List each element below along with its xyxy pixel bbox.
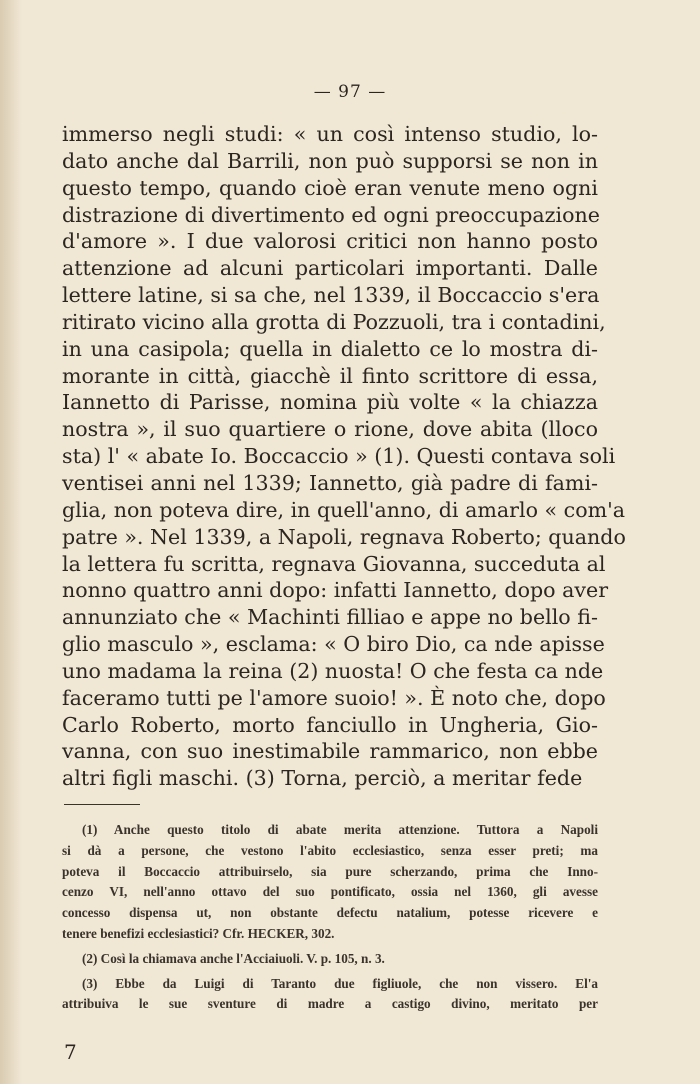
footnote-2: (2) Così la chiamava anche l'Acciaiuoli. V. p. 105, n. 3. [82,950,385,966]
footnote-line: poteva il Boccaccio attribuirselo, sia pure scherzando, prima che Inno- [62,863,598,879]
body-line: sta) l' « abate Io. Boccaccio » (1). Questi contava soli [62,444,616,469]
body-line: faceramo tutti pe l'amore suoio! ». È noto che, dopo [62,685,606,710]
body-line: distrazione di divertimento ed ogni preoccupazione [62,202,600,227]
body-line: la lettera fu scritta, regnava Giovanna, succeduta al [62,551,606,576]
body-line: altri figli maschi. (3) Torna, perciò, a meritar fede [62,766,583,791]
footnote-line: tenere benefizi ecclesiastici? Cfr. HECKER, 302. [62,925,335,941]
body-line: ritirato vicino alla grotta di Pozzuoli, tra i contadini, [62,309,606,334]
footnote-3 [62,974,598,1016]
body-line: in una casipola; quella in dialetto ce lo mostra di- [62,336,598,361]
body-line: dato anche dal Barrili, non può supporsi se non in [62,148,598,173]
body-line: ventisei anni nel 1339; Iannetto, già padre di fami- [62,470,598,495]
body-line: nonno quattro anni dopo: infatti Iannetto, dopo aver [62,578,609,603]
footnote-line: cenzo VI, nell'anno ottavo del suo pontificato, ossia nel 1360, gli avesse [62,884,598,900]
body-line: immerso negli studi: « un così intenso studio, lo- [62,122,598,146]
body-line: vanna, con suo inestimabile rammarico, non ebbe [62,739,598,764]
body-line: Carlo Roberto, morto fanciullo in Ungheria, Gio- [62,712,598,737]
footnotes [62,820,598,1015]
footnote-line: (1) Anche questo titolo di abate merita attenzione. Tuttora a Napoli [82,822,598,837]
body-line: nostra », il suo quartiere o rione, dove abita (lloco [62,417,598,442]
body-line: uno madama la reina (2) nuosta! O che festa ca nde [62,658,604,683]
page-number: — 97 — [313,82,387,102]
footnote-1 [62,820,598,945]
footnote-line: attribuiva le sue sventure di madre a castigo divino, meritato per [62,996,598,1012]
body-line: questo tempo, quando cioè eran venute meno ogni [62,175,598,200]
footnote-line: si dà a persone, che vestono l'abito ecclesiastico, senza esser preti; ma [62,842,598,858]
body-line: d'amore ». I due valorosi critici non hanno posto [62,229,598,254]
body-text [62,121,626,792]
body-line: lettere latine, si sa che, nel 1339, il Boccaccio s'era [62,283,600,308]
body-line: annunziato che « Machinti filliao e appe no bello fi- [62,605,598,630]
page-edge-shadow [0,0,22,1084]
body-line: glio masculo », esclama: « O biro Dio, ca nde apisse [62,632,605,657]
footnote-rule [64,804,140,805]
body-line: Iannetto di Parisse, nomina più volte « la chiazza [62,390,598,415]
signature-mark: 7 [64,1040,77,1064]
body-line: patre ». Nel 1339, a Napoli, regnava Roberto; quando [62,524,626,549]
footnote-line: concesso dispensa ut, non obstante defectu natalium, potesse ricevere e [62,905,598,921]
body-line: morante in città, giacchè il finto scrittore di essa, [62,363,598,388]
body-line: glia, non poteva dire, in quell'anno, di amarlo « com'a [62,497,626,522]
body-line: attenzione ad alcuni particolari importanti. Dalle [62,256,598,281]
footnote-line: (3) Ebbe da Luigi di Taranto due figliuole, che non vissero. El'a [82,975,598,991]
